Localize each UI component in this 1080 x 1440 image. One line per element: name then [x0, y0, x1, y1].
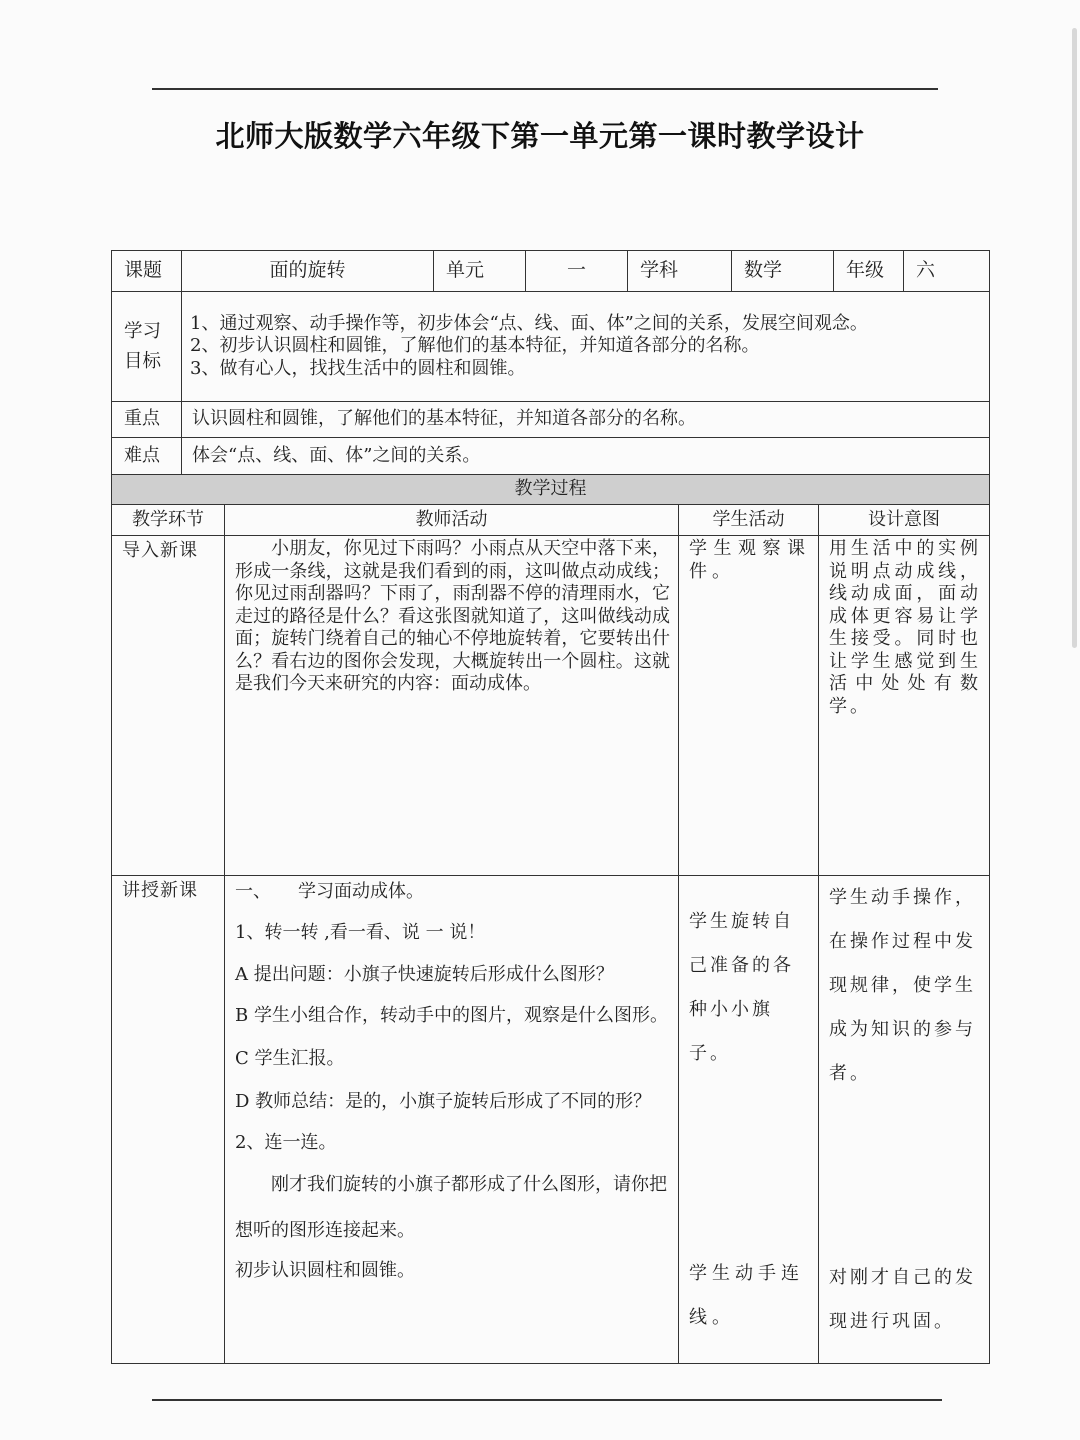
key-point-text: 认识圆柱和圆锥，了解他们的基本特征，并知道各部分的名称。: [182, 402, 990, 438]
process-header: 教学过程: [112, 475, 990, 505]
teach-line: D 教师总结：是的，小旗子旋转后形成了不同的形？: [235, 1091, 652, 1112]
info-table: [111, 250, 990, 476]
teach-student-activity: [679, 876, 819, 1364]
grade-label: 年级: [834, 251, 904, 292]
topic-label: 课题: [112, 251, 182, 292]
column-header-teacher: 教师活动: [225, 505, 679, 536]
teach-line: C 学生汇报。: [235, 1048, 345, 1069]
teach-student-2: 学生动手连线。: [689, 1263, 804, 1328]
unit-value: 一: [526, 251, 628, 292]
teach-intent-1: 学生动手操作，在操作过程中发现规律，使学生成为知识的参与者。: [829, 887, 976, 1084]
intro-teacher-activity: 小朋友，你见过下雨吗？小雨点从天空中落下来，形成一条线，这就是我们看到的雨，这叫做点动成线；你见过雨刮器吗？下雨了，雨刮器不停的清理雨水，它走过的路径是什么？看这张图就知道了，这叫做线动成面；旋转门绕着自己的轴心不停地旋转着，它要转出什么？看右边的图你会发现，大概旋转出一个圆柱。这就是我们今天来研究的内容：面动成体。: [225, 536, 679, 876]
teach-design-intent: [819, 876, 990, 1364]
objective-item: 2、初步认识圆柱和圆锥，了解他们的基本特征，并知道各部分的名称。: [190, 335, 760, 357]
objective-item: 3、做有心人，找找生活中的圆柱和圆锥。: [190, 357, 526, 379]
difficulty-row: [112, 438, 990, 476]
intro-stage: 导入新课: [112, 536, 225, 876]
teach-line: B 学生小组合作，转动手中的图片，观察是什么图形。: [235, 1005, 668, 1026]
teach-line: 刚才我们旋转的小旗子都形成了什么图形，请你把想听的图形连接起来。: [235, 1174, 667, 1241]
intro-design-intent: 用生活中的实例说明点动成线，线动成面，面动成体更容易让学生接受。同时也让学生感觉到生活中处处有数学。: [819, 536, 990, 876]
objectives-label-line: 目标: [124, 350, 162, 372]
column-header-intent: 设计意图: [819, 505, 990, 536]
bottom-rule: [152, 1399, 942, 1401]
objective-item: 1、通过观察、动手操作等，初步体会“点、线、面、体”之间的关系，发展空间观念。: [190, 312, 868, 334]
column-header-student: 学生活动: [679, 505, 819, 536]
process-table: [111, 474, 990, 1364]
teach-intent-2: 对刚才自己的发现进行巩固。: [829, 1267, 976, 1332]
objectives-label: [112, 292, 182, 402]
subject-label: 学科: [628, 251, 732, 292]
intro-row: [112, 536, 990, 876]
key-point-label: 重点: [112, 402, 182, 438]
teach-line: A 提出问题：小旗子快速旋转后形成什么图形？: [235, 964, 614, 985]
unit-label: 单元: [434, 251, 526, 292]
column-header-stage: 教学环节: [112, 505, 225, 536]
page-title: 北师大版数学六年级下第一单元第一课时教学设计: [215, 119, 865, 153]
top-rule: [152, 88, 938, 90]
objectives-list: [182, 292, 990, 402]
scrollbar[interactable]: [1072, 28, 1077, 648]
grade-value: 六: [904, 251, 990, 292]
teach-student-1: 学生旋转自己准备的各种小小旗子。: [689, 911, 794, 1064]
intro-student-activity: 学生观察课件。: [679, 536, 819, 876]
difficulty-label: 难点: [112, 438, 182, 476]
process-header-row: [112, 475, 990, 505]
process-columns-row: [112, 505, 990, 536]
difficulty-text: 体会“点、线、面、体”之间的关系。: [182, 438, 990, 476]
teach-line: 一、 学习面动成体。: [235, 881, 424, 902]
key-point-row: [112, 402, 990, 438]
subject-value: 数学: [732, 251, 834, 292]
teach-stage: 讲授新课: [112, 876, 225, 1364]
info-row: [112, 251, 990, 292]
teach-row: [112, 876, 990, 1364]
topic-value: 面的旋转: [182, 251, 434, 292]
teach-line: 初步认识圆柱和圆锥。: [235, 1260, 415, 1281]
objectives-row: [112, 292, 990, 402]
teach-line: 1、转一转 ,看一看、说 一 说！: [235, 922, 486, 943]
teach-teacher-activity: [225, 876, 679, 1364]
objectives-label-line: 学习: [124, 320, 162, 342]
teach-line: 2、连一连。: [235, 1132, 337, 1153]
